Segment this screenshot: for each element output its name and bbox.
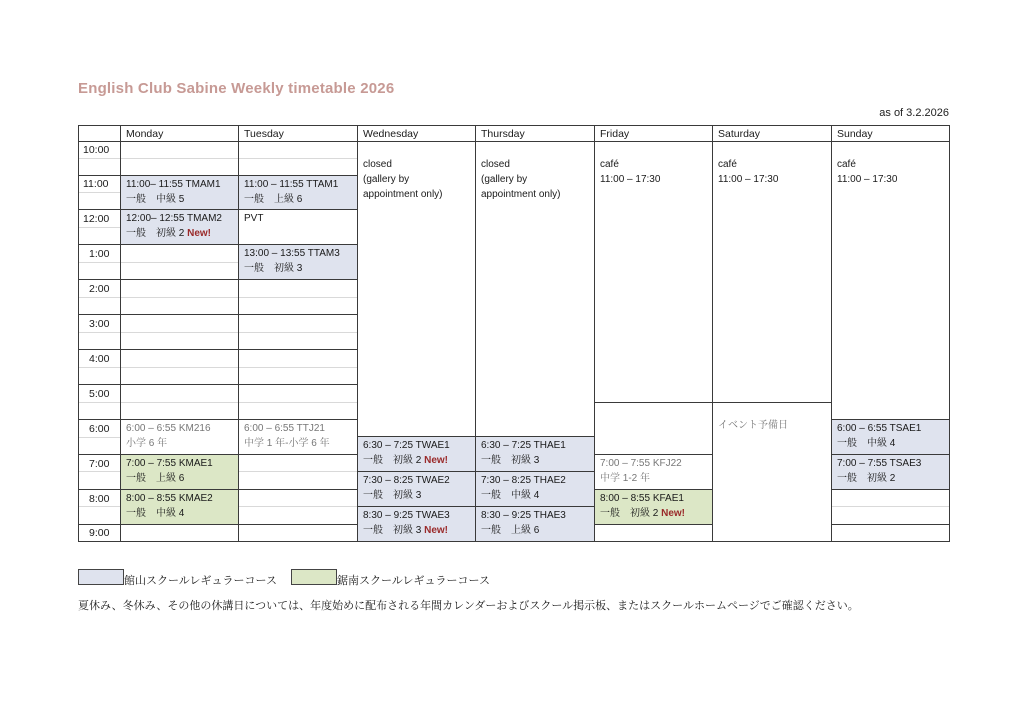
class-level: 小学 6 年 xyxy=(126,438,168,449)
class-time: 11:00 – 11:55 TTAM1 xyxy=(244,179,339,190)
closed-detail: (gallery by xyxy=(363,174,410,185)
time-label: 1:00 xyxy=(89,248,110,260)
class-time: 7:00 – 7:55 TSAE3 xyxy=(837,458,922,469)
level-text: 一般 初級 2 xyxy=(126,228,188,239)
class-time: 6:00 – 6:55 TTJ21 xyxy=(244,423,325,434)
class-entry xyxy=(357,436,450,468)
closed-note xyxy=(475,155,561,202)
class-time: 13:00 – 13:55 TTAM3 xyxy=(244,248,340,259)
class-time: 8:30 – 9:25 TWAE3 xyxy=(363,510,450,521)
cafe-hours xyxy=(831,155,897,187)
class-entry xyxy=(357,506,450,538)
class-time: 8:00 – 8:55 KMAE2 xyxy=(126,493,213,504)
time-label: 7:00 xyxy=(89,458,110,470)
class-entry xyxy=(238,244,340,276)
event-reserve-day: イベント予備日 xyxy=(718,420,788,431)
cafe-time: 11:00 – 17:30 xyxy=(718,174,779,185)
class-entry xyxy=(357,471,450,503)
class-level: 一般 初級 3 xyxy=(244,263,303,274)
closed-label: closed xyxy=(363,159,392,170)
class-level: 一般 初級 3 xyxy=(363,490,422,501)
time-label: 2:00 xyxy=(89,283,110,295)
time-label: 9:00 xyxy=(89,527,110,539)
header-saturday: Saturday xyxy=(718,128,761,140)
time-label: 8:00 xyxy=(89,493,110,505)
class-entry xyxy=(594,454,682,486)
class-time: 6:00 – 6:55 TSAE1 xyxy=(837,423,922,434)
new-badge: New! xyxy=(424,455,449,466)
as-of-date: as of 3.2.2026 xyxy=(879,107,949,119)
closed-note xyxy=(357,155,443,202)
legend-swatch-kyonan xyxy=(291,569,337,585)
class-entry xyxy=(238,209,263,226)
header-monday: Monday xyxy=(126,128,164,140)
class-time: 6:00 – 6:55 KM216 xyxy=(126,423,211,434)
time-label: 6:00 xyxy=(89,423,110,435)
class-entry xyxy=(475,506,566,538)
time-label: 3:00 xyxy=(89,318,110,330)
class-entry xyxy=(120,489,213,521)
header-sunday: Sunday xyxy=(837,128,873,140)
class-level: 中学 1-2 年 xyxy=(600,473,651,484)
time-label: 5:00 xyxy=(89,388,110,400)
header-wednesday: Wednesday xyxy=(363,128,419,140)
time-label: 4:00 xyxy=(89,353,110,365)
class-level: 一般 上級 6 xyxy=(481,525,540,536)
class-level xyxy=(363,453,450,468)
header-tuesday: Tuesday xyxy=(244,128,284,140)
class-entry xyxy=(120,419,211,451)
class-level: 一般 上級 6 xyxy=(244,194,303,205)
class-entry xyxy=(238,419,330,451)
cafe-time: 11:00 – 17:30 xyxy=(600,174,661,185)
legend-swatch-tateyama xyxy=(78,569,124,585)
class-time: 7:30 – 8:25 TWAE2 xyxy=(363,475,450,486)
time-label: 11:00 xyxy=(83,178,109,190)
class-entry xyxy=(831,419,921,451)
closed-label: closed xyxy=(481,159,510,170)
class-level xyxy=(126,226,222,241)
level-text: 一般 初級 2 xyxy=(600,508,662,519)
class-time: PVT xyxy=(244,213,264,224)
class-level: 一般 中級 4 xyxy=(837,438,896,449)
class-level: 一般 上級 6 xyxy=(126,473,185,484)
class-entry xyxy=(594,489,685,521)
closed-detail: appointment only) xyxy=(363,189,443,200)
level-text: 一般 初級 3 xyxy=(363,525,425,536)
page-title: English Club Sabine Weekly timetable 2026 xyxy=(78,80,395,97)
holiday-note: 夏休み、冬休み、その他の休講日については、年度始めに配布される年間カレンダーおよびスクール掲示板、またはスクールホームページでご確認ください。 xyxy=(78,600,859,612)
class-time: 8:30 – 9:25 THAE3 xyxy=(481,510,566,521)
legend-label-kyonan: 鋸南スクールレギュラーコース xyxy=(337,575,490,587)
cafe-hours xyxy=(594,155,660,187)
cafe-hours xyxy=(712,155,778,187)
new-badge: New! xyxy=(661,508,686,519)
class-level xyxy=(363,523,450,538)
legend-label-tateyama: 館山スクールレギュラーコース xyxy=(124,575,277,587)
class-time: 8:00 – 8:55 KFAE1 xyxy=(600,493,684,504)
level-text: 一般 初級 2 xyxy=(363,455,425,466)
new-badge: New! xyxy=(424,525,449,536)
class-entry xyxy=(120,175,221,207)
new-badge: New! xyxy=(187,228,212,239)
cafe-label: café xyxy=(718,159,737,170)
class-time: 7:30 – 8:25 THAE2 xyxy=(481,475,566,486)
header-friday: Friday xyxy=(600,128,630,140)
class-time: 7:00 – 7:55 KMAE1 xyxy=(126,458,213,469)
time-label: 10:00 xyxy=(83,144,110,156)
class-entry xyxy=(831,454,921,486)
class-entry xyxy=(120,209,222,241)
class-entry xyxy=(475,436,566,468)
closed-detail: appointment only) xyxy=(481,189,561,200)
closed-detail: (gallery by xyxy=(481,174,528,185)
class-level: 中学 1 年-小学 6 年 xyxy=(244,438,330,449)
class-level: 一般 中級 5 xyxy=(126,194,185,205)
class-level xyxy=(600,506,685,521)
class-level: 一般 中級 4 xyxy=(126,508,185,519)
time-label: 12:00 xyxy=(83,213,110,225)
class-time: 7:00 – 7:55 KFJ22 xyxy=(600,458,682,469)
class-entry xyxy=(475,471,566,503)
class-level: 一般 中級 4 xyxy=(481,490,540,501)
class-time: 6:30 – 7:25 THAE1 xyxy=(481,440,566,451)
class-entry xyxy=(120,454,213,486)
class-level: 一般 初級 2 xyxy=(837,473,896,484)
class-time: 11:00– 11:55 TMAM1 xyxy=(126,179,221,190)
cafe-time: 11:00 – 17:30 xyxy=(837,174,898,185)
class-time: 6:30 – 7:25 TWAE1 xyxy=(363,440,450,451)
header-thursday: Thursday xyxy=(481,128,525,140)
cafe-label: café xyxy=(837,159,856,170)
cafe-label: café xyxy=(600,159,619,170)
class-level: 一般 初級 3 xyxy=(481,455,540,466)
class-time: 12:00– 12:55 TMAM2 xyxy=(126,213,222,224)
class-entry xyxy=(238,175,338,207)
